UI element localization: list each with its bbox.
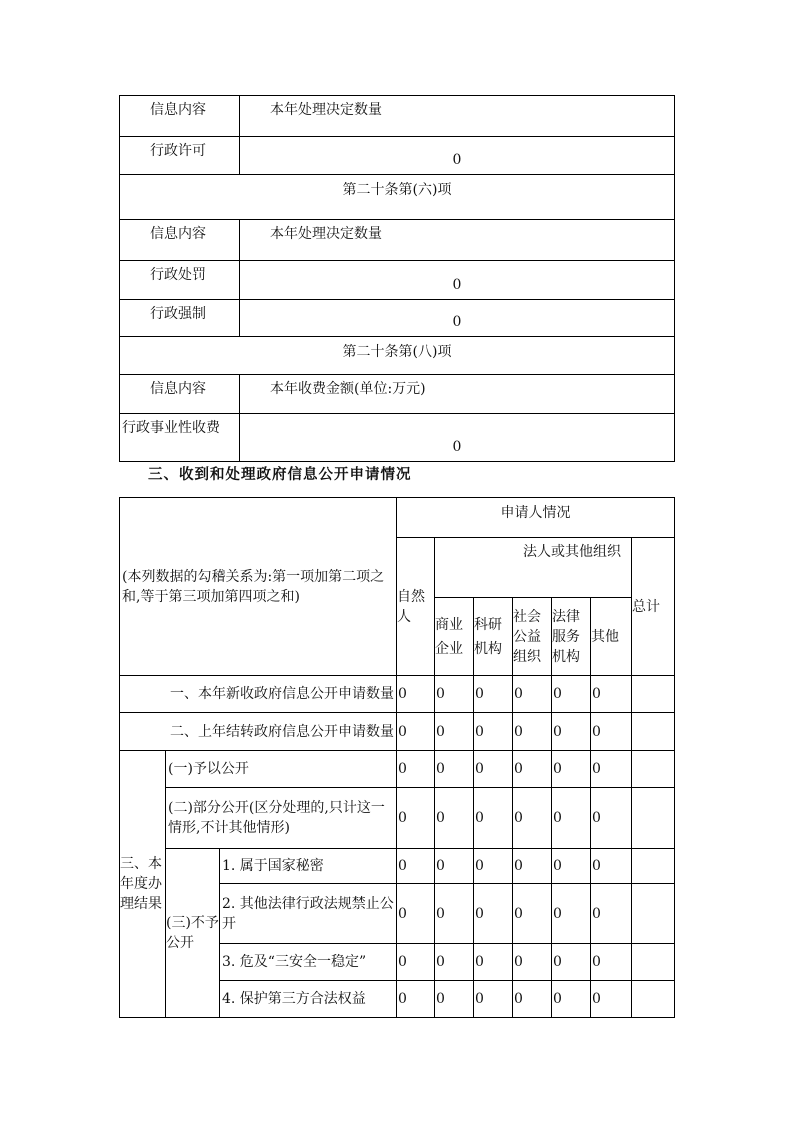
row-label: 行政许可 (120, 137, 240, 175)
top-stats-table (119, 95, 675, 462)
cell-value: 0 (435, 944, 474, 981)
cell-value: 0 (591, 981, 632, 1018)
cell-value: 0 (552, 788, 591, 849)
total-cell (632, 751, 675, 788)
cell-value: 0 (435, 751, 474, 788)
legal-person-header: 法人或其他组织 (435, 538, 632, 598)
cell-value: 0 (513, 676, 552, 713)
cell-value: 0 (474, 751, 513, 788)
cell-value: 0 (435, 884, 474, 944)
row-label: 信息内容 (120, 220, 240, 261)
row-label: 信息内容 (120, 375, 240, 414)
row-label: 一、本年新收政府信息公开申请数量 (120, 676, 397, 713)
cell-value: 0 (397, 849, 435, 884)
row-label: (一)予以公开 (166, 751, 397, 788)
row-label: 二、上年结转政府信息公开申请数量 (120, 713, 397, 751)
cell-value: 0 (591, 713, 632, 751)
total-cell (632, 981, 675, 1018)
cell-value: 0 (591, 884, 632, 944)
total-header: 总计 (632, 538, 675, 676)
cell-value: 0 (397, 884, 435, 944)
cell-value: 0 (435, 676, 474, 713)
row-value: 0 (240, 414, 675, 462)
cell-value: 0 (397, 751, 435, 788)
cell-value: 0 (552, 849, 591, 884)
row-label: 行政强制 (120, 300, 240, 337)
cell-value: 0 (513, 788, 552, 849)
row-value: 0 (240, 137, 675, 175)
total-cell (632, 944, 675, 981)
row-label: (二)部分公开(区分处理的,只计这一情形,不计其他情形) (166, 788, 397, 849)
row-value: 0 (240, 261, 675, 300)
row-value: 0 (240, 300, 675, 337)
row-label: 行政事业性收费 (120, 414, 240, 462)
cell-value: 0 (435, 788, 474, 849)
row-label: 2. 其他法律行政法规禁止公开 (220, 884, 397, 944)
row-label: 3. 危及“三安全一稳定” (220, 944, 397, 981)
cell-value: 0 (474, 788, 513, 849)
cell-value: 0 (513, 981, 552, 1018)
cell-value: 0 (397, 713, 435, 751)
cell-value: 0 (397, 944, 435, 981)
natural-person-header: 自然人 (397, 538, 435, 676)
cell-value: 0 (552, 884, 591, 944)
cell-value: 0 (591, 849, 632, 884)
total-cell (632, 884, 675, 944)
cell-value: 0 (474, 944, 513, 981)
row-label: 行政处罚 (120, 261, 240, 300)
cell-value: 0 (397, 981, 435, 1018)
cell-value: 0 (474, 849, 513, 884)
cell-value: 0 (474, 981, 513, 1018)
application-table (119, 497, 675, 1018)
total-cell (632, 713, 675, 751)
sub-header: 其他 (591, 598, 632, 676)
row-value: 本年处理决定数量 (240, 220, 675, 261)
cell-value: 0 (513, 944, 552, 981)
cell-value: 0 (397, 676, 435, 713)
cell-value: 0 (552, 981, 591, 1018)
cell-value: 0 (513, 849, 552, 884)
cell-value: 0 (591, 944, 632, 981)
cell-value: 0 (474, 713, 513, 751)
result-group-label: 三、本年度办理结果 (120, 751, 166, 1018)
cell-value: 0 (552, 751, 591, 788)
cell-value: 0 (591, 788, 632, 849)
sub-header: 科研机构 (474, 598, 513, 676)
cell-value: 0 (513, 713, 552, 751)
section-title: 第二十条第(八)项 (120, 337, 675, 375)
row-label: 信息内容 (120, 96, 240, 137)
cell-value: 0 (474, 884, 513, 944)
total-cell (632, 849, 675, 884)
cell-value: 0 (552, 944, 591, 981)
row-value: 本年收费金额(单位:万元) (240, 375, 675, 414)
applicant-header: 申请人情况 (397, 498, 675, 538)
sub-header: 商业企业 (435, 598, 474, 676)
row-label: 4. 保护第三方合法权益 (220, 981, 397, 1018)
total-cell (632, 676, 675, 713)
total-cell (632, 788, 675, 849)
cell-value: 0 (552, 676, 591, 713)
cell-value: 0 (591, 676, 632, 713)
sub-header: 社会公益组织 (513, 598, 552, 676)
not-open-group-label: (三)不予公开 (166, 849, 220, 1018)
cell-value: 0 (435, 849, 474, 884)
cell-value: 0 (474, 676, 513, 713)
row-value: 本年处理决定数量 (240, 96, 675, 137)
cell-value: 0 (513, 884, 552, 944)
cell-value: 0 (591, 751, 632, 788)
section-title: 第二十条第(六)项 (120, 175, 675, 220)
cell-value: 0 (435, 713, 474, 751)
sub-header: 法律服务机构 (552, 598, 591, 676)
cell-value: 0 (435, 981, 474, 1018)
cell-value: 0 (552, 713, 591, 751)
section-heading: 三、收到和处理政府信息公开申请情况 (148, 467, 412, 483)
row-label: 1. 属于国家秘密 (220, 849, 397, 884)
table-note: (本列数据的勾稽关系为:第一项加第二项之和,等于第三项加第四项之和) (120, 498, 397, 676)
cell-value: 0 (513, 751, 552, 788)
cell-value: 0 (397, 788, 435, 849)
